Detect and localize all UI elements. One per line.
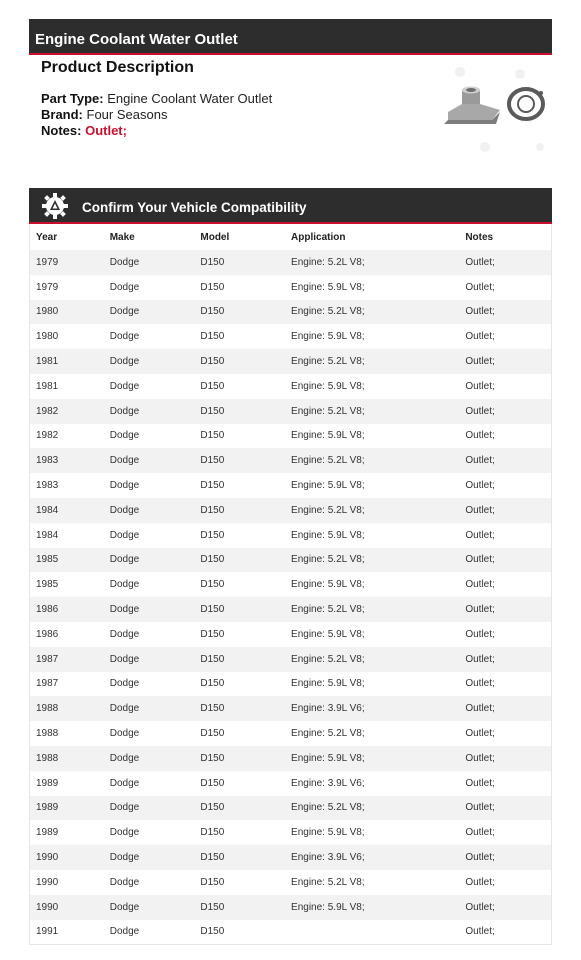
column-header-application: Application <box>291 231 346 243</box>
model-cell: D150 <box>200 579 225 591</box>
table-row <box>30 399 551 424</box>
table-row <box>30 250 551 275</box>
make-cell: Dodge <box>104 647 195 672</box>
make-cell: Dodge <box>109 777 140 789</box>
make-cell: Dodge <box>109 579 140 591</box>
application-cell: Engine: 5.2L V8; <box>285 250 459 275</box>
make-cell: Dodge <box>104 349 195 374</box>
make-cell: Dodge <box>104 300 195 325</box>
model-cell: D150 <box>194 250 285 275</box>
year-cell: 1981 <box>36 380 59 392</box>
table-row <box>30 597 551 622</box>
notes-cell: Outlet; <box>465 430 495 442</box>
table-row <box>30 721 551 746</box>
notes-cell: Outlet; <box>465 926 495 938</box>
application-cell <box>285 920 459 945</box>
compatibility-table <box>30 224 551 944</box>
notes-cell: Outlet; <box>465 777 495 789</box>
model-cell: D150 <box>200 926 225 938</box>
make-cell: Dodge <box>104 548 195 573</box>
model-cell: D150 <box>200 480 225 492</box>
application-cell: Engine: 5.2L V8; <box>291 876 365 888</box>
model-cell: D150 <box>194 696 285 721</box>
notes-cell: Outlet; <box>459 845 551 870</box>
table-row <box>30 275 551 300</box>
make-cell: Dodge <box>104 696 195 721</box>
column-header-model: Model <box>200 231 230 243</box>
application-cell: Engine: 5.2L V8; <box>285 349 459 374</box>
make-cell: Dodge <box>109 926 140 938</box>
application-cell: Engine: 3.9L V6; <box>285 696 459 721</box>
compatibility-table-wrap <box>29 224 552 945</box>
year-cell: 1985 <box>30 548 104 573</box>
table-row <box>30 448 551 473</box>
model-cell: D150 <box>194 796 285 821</box>
brand-label: Brand: <box>41 107 83 122</box>
application-cell: Engine: 3.9L V6; <box>291 777 365 789</box>
notes-cell: Outlet; <box>459 796 551 821</box>
year-cell: 1991 <box>36 926 59 938</box>
application-cell: Engine: 5.2L V8; <box>285 597 459 622</box>
notes-value: Outlet; <box>85 123 127 138</box>
application-cell: Engine: 5.9L V8; <box>291 480 365 492</box>
application-cell: Engine: 5.9L V8; <box>285 746 459 771</box>
year-cell: 1982 <box>36 430 59 442</box>
make-cell: Dodge <box>109 430 140 442</box>
brand-value: Four Seasons <box>86 107 168 122</box>
model-cell: D150 <box>194 597 285 622</box>
table-row <box>30 696 551 721</box>
model-cell: D150 <box>194 399 285 424</box>
table-row <box>30 647 551 672</box>
table-row <box>30 572 551 597</box>
model-cell: D150 <box>194 349 285 374</box>
year-cell: 1987 <box>30 647 104 672</box>
model-cell: D150 <box>194 845 285 870</box>
table-row <box>30 746 551 771</box>
notes-cell: Outlet; <box>465 380 495 392</box>
model-cell: D150 <box>200 380 225 392</box>
make-cell: Dodge <box>104 796 195 821</box>
product-description <box>41 91 272 139</box>
make-cell: Dodge <box>109 876 140 888</box>
compatibility-header <box>29 188 552 224</box>
notes-cell: Outlet; <box>459 696 551 721</box>
application-cell: Engine: 5.9L V8; <box>291 529 365 541</box>
notes-cell: Outlet; <box>459 448 551 473</box>
year-cell: 1990 <box>36 876 59 888</box>
make-cell: Dodge <box>109 480 140 492</box>
make-cell: Dodge <box>104 746 195 771</box>
make-cell: Dodge <box>104 895 195 920</box>
year-cell: 1979 <box>36 281 59 293</box>
column-header-make: Make <box>109 231 135 243</box>
table-row <box>30 473 551 498</box>
table-row <box>30 796 551 821</box>
model-cell: D150 <box>200 876 225 888</box>
model-cell: D150 <box>200 777 225 789</box>
notes-label: Notes: <box>41 123 82 138</box>
notes-line <box>41 123 272 139</box>
year-cell: 1988 <box>30 696 104 721</box>
notes-cell: Outlet; <box>465 480 495 492</box>
application-cell: Engine: 5.9L V8; <box>291 628 365 640</box>
table-row <box>30 845 551 870</box>
year-cell: 1987 <box>36 678 59 690</box>
notes-cell: Outlet; <box>465 579 495 591</box>
table-header-row <box>30 224 551 250</box>
table-row <box>30 374 551 399</box>
year-cell: 1981 <box>30 349 104 374</box>
notes-cell: Outlet; <box>465 331 495 343</box>
model-cell: D150 <box>200 529 225 541</box>
table-row <box>30 498 551 523</box>
notes-cell: Outlet; <box>459 647 551 672</box>
page-title: Engine Coolant Water Outlet <box>35 31 238 48</box>
make-cell: Dodge <box>109 529 140 541</box>
table-row <box>30 672 551 697</box>
page-title-bar <box>29 19 552 55</box>
model-cell: D150 <box>200 331 225 343</box>
model-cell: D150 <box>200 628 225 640</box>
compatibility-title: Confirm Your Vehicle Compatibility <box>82 200 307 215</box>
year-cell: 1983 <box>30 448 104 473</box>
column-header-notes: Notes <box>465 231 494 243</box>
year-cell: 1986 <box>30 597 104 622</box>
table-row <box>30 895 551 920</box>
table-row <box>30 324 551 349</box>
notes-cell: Outlet; <box>465 876 495 888</box>
application-cell: Engine: 5.2L V8; <box>285 448 459 473</box>
model-cell: D150 <box>200 430 225 442</box>
make-cell: Dodge <box>109 728 140 740</box>
notes-cell: Outlet; <box>465 827 495 839</box>
make-cell: Dodge <box>109 827 140 839</box>
table-row <box>30 349 551 374</box>
application-cell: Engine: 5.2L V8; <box>285 300 459 325</box>
application-cell: Engine: 5.2L V8; <box>285 399 459 424</box>
year-cell: 1989 <box>30 796 104 821</box>
notes-cell: Outlet; <box>465 281 495 293</box>
year-cell: 1990 <box>30 845 104 870</box>
notes-cell: Outlet; <box>459 548 551 573</box>
model-cell: D150 <box>200 281 225 293</box>
application-cell: Engine: 5.9L V8; <box>291 281 365 293</box>
notes-cell: Outlet; <box>459 498 551 523</box>
make-cell: Dodge <box>104 845 195 870</box>
application-cell: Engine: 5.9L V8; <box>291 430 365 442</box>
model-cell: D150 <box>194 448 285 473</box>
application-cell: Engine: 3.9L V6; <box>285 845 459 870</box>
application-cell: Engine: 5.2L V8; <box>285 796 459 821</box>
make-cell: Dodge <box>104 250 195 275</box>
table-row <box>30 820 551 845</box>
year-cell: 1989 <box>36 827 59 839</box>
year-cell: 1988 <box>36 728 59 740</box>
make-cell: Dodge <box>109 628 140 640</box>
model-cell: D150 <box>194 548 285 573</box>
model-cell: D150 <box>200 728 225 740</box>
notes-cell: Outlet; <box>459 746 551 771</box>
year-cell: 1980 <box>36 331 59 343</box>
table-row <box>30 771 551 796</box>
notes-cell: Outlet; <box>459 300 551 325</box>
application-cell: Engine: 5.2L V8; <box>285 647 459 672</box>
table-row <box>30 424 551 449</box>
notes-cell: Outlet; <box>465 529 495 541</box>
year-cell: 1989 <box>36 777 59 789</box>
make-cell: Dodge <box>104 448 195 473</box>
model-cell: D150 <box>194 300 285 325</box>
model-cell: D150 <box>194 895 285 920</box>
year-cell: 1985 <box>36 579 59 591</box>
make-cell: Dodge <box>109 678 140 690</box>
year-cell: 1990 <box>30 895 104 920</box>
application-cell: Engine: 5.2L V8; <box>285 498 459 523</box>
make-cell: Dodge <box>109 281 140 293</box>
gear-icon <box>41 192 69 220</box>
brand-line <box>41 107 272 123</box>
part-type-line <box>41 91 272 107</box>
application-cell: Engine: 5.9L V8; <box>285 895 459 920</box>
notes-cell: Outlet; <box>465 728 495 740</box>
application-cell: Engine: 5.2L V8; <box>291 728 365 740</box>
notes-cell: Outlet; <box>459 250 551 275</box>
make-cell: Dodge <box>109 380 140 392</box>
notes-cell: Outlet; <box>459 349 551 374</box>
make-cell: Dodge <box>109 331 140 343</box>
model-cell: D150 <box>200 827 225 839</box>
product-description-heading: Product Description <box>41 59 194 76</box>
make-cell: Dodge <box>104 498 195 523</box>
table-row <box>30 548 551 573</box>
year-cell: 1983 <box>36 480 59 492</box>
application-cell: Engine: 5.9L V8; <box>291 827 365 839</box>
year-cell: 1982 <box>30 399 104 424</box>
year-cell: 1986 <box>36 628 59 640</box>
notes-cell: Outlet; <box>459 399 551 424</box>
table-row <box>30 523 551 548</box>
table-row <box>30 622 551 647</box>
application-cell: Engine: 5.9L V8; <box>291 331 365 343</box>
application-cell: Engine: 5.9L V8; <box>291 678 365 690</box>
application-cell: Engine: 5.9L V8; <box>291 380 365 392</box>
model-cell: D150 <box>194 498 285 523</box>
model-cell: D150 <box>194 647 285 672</box>
application-cell: Engine: 5.2L V8; <box>285 548 459 573</box>
notes-cell: Outlet; <box>459 895 551 920</box>
product-image <box>440 62 550 162</box>
year-cell: 1984 <box>36 529 59 541</box>
notes-cell: Outlet; <box>465 628 495 640</box>
make-cell: Dodge <box>104 399 195 424</box>
year-cell: 1988 <box>30 746 104 771</box>
model-cell: D150 <box>194 746 285 771</box>
notes-cell: Outlet; <box>465 678 495 690</box>
year-cell: 1980 <box>30 300 104 325</box>
table-row <box>30 920 551 945</box>
model-cell: D150 <box>200 678 225 690</box>
application-cell: Engine: 5.9L V8; <box>291 579 365 591</box>
table-row <box>30 870 551 895</box>
part-type-label: Part Type: <box>41 91 104 106</box>
year-cell: 1979 <box>30 250 104 275</box>
make-cell: Dodge <box>104 597 195 622</box>
part-type-value: Engine Coolant Water Outlet <box>107 91 273 106</box>
notes-cell: Outlet; <box>459 597 551 622</box>
table-row <box>30 300 551 325</box>
year-cell: 1984 <box>30 498 104 523</box>
column-header-year: Year <box>36 231 58 243</box>
